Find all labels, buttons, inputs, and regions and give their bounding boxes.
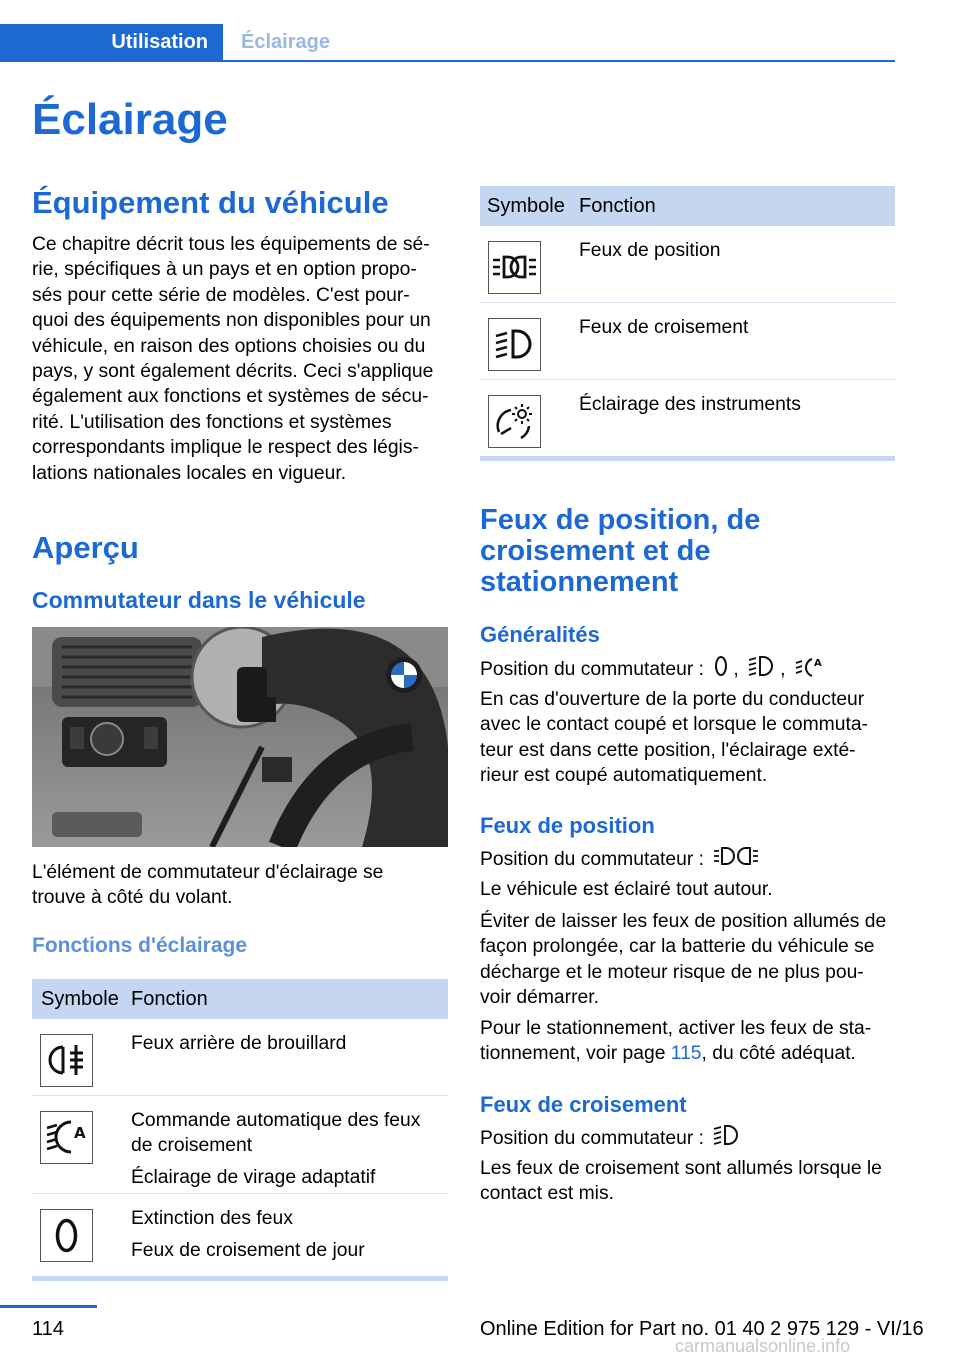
croisement-body: [480, 1156, 900, 1207]
table-row: [32, 1096, 448, 1194]
body-line: façon prolongée, car la batterie du véhicule se: [480, 936, 875, 958]
body-line: rieur est coupé automatiquement.: [480, 765, 768, 787]
row-line: Feux arrière de brouillard: [131, 1033, 347, 1054]
page-title: Éclairage: [32, 95, 228, 144]
row-text: [131, 1031, 346, 1056]
subsection-title-croisement: Feux de croisement: [480, 1092, 687, 1117]
svg-text:A: A: [813, 658, 822, 669]
functions-table-right: [480, 186, 895, 461]
row-line: de croisement: [131, 1135, 253, 1156]
position-position: [480, 845, 900, 874]
row-line: Éclairage des instruments: [579, 394, 801, 415]
parking-light-icon: [713, 845, 759, 874]
separator: ,: [733, 658, 739, 680]
row-text: [579, 392, 801, 417]
row-text: [131, 1108, 420, 1190]
body-line: Pour le stationnement, activer les feux de sta‐: [480, 1018, 872, 1039]
instrument-lighting-icon: [488, 395, 541, 448]
table-footer-bar: [480, 456, 895, 461]
header-rule: [0, 60, 895, 62]
table-row: [32, 1194, 448, 1276]
position-body-1: Le véhicule est éclairé tout autour.: [480, 879, 773, 900]
table-footer-bar: [32, 1276, 448, 1281]
body-line: véhicule, en raison des options choisies ou du: [32, 335, 426, 357]
page-number: 114: [32, 1318, 64, 1340]
croisement-position: [480, 1124, 900, 1153]
position-label: Position du commutateur :: [480, 848, 704, 870]
title-line: stationnement: [480, 566, 679, 598]
auto-headlight-icon: [40, 1111, 93, 1164]
section-body-equipement: [32, 232, 452, 486]
row-text: [131, 1206, 365, 1263]
table-row: [480, 380, 895, 456]
row-text: [579, 238, 720, 263]
col-fonction: Fonction: [579, 195, 656, 217]
generalites-body: [480, 687, 900, 789]
section-title-equipement: Équipement du véhicule: [32, 185, 389, 220]
body-line: voir démarrer.: [480, 987, 599, 1009]
table-row: [480, 303, 895, 380]
body-line: Ce chapitre décrit tous les équipements de sé‐: [32, 234, 430, 255]
footer-rule: [0, 1305, 97, 1308]
table-header: [480, 186, 895, 226]
lights-off-icon: [713, 655, 729, 684]
body-line: Les feux de croisement sont allumés lorsque le: [480, 1158, 882, 1179]
body-line: également aux fonctions et systèmes de sécu‐: [32, 386, 429, 408]
body-line: Éviter de laisser les feux de position allumés de: [480, 911, 887, 932]
position-label: Position du commutateur :: [480, 1127, 704, 1149]
table-header: [32, 979, 448, 1019]
position-body-2: [480, 909, 900, 1011]
body-line: L'élément de commutateur d'éclairage se: [32, 862, 384, 883]
rear-fog-light-icon: [40, 1034, 93, 1087]
row-line: Feux de position: [579, 240, 721, 261]
row-line: Feux de croisement de jour: [131, 1240, 365, 1261]
photo-caption: [32, 860, 452, 911]
generalites-position: [480, 655, 900, 684]
subsection-title-generalites: Généralités: [480, 622, 600, 647]
body-text: tionnement, voir page: [480, 1043, 671, 1065]
functions-table-left: [32, 979, 448, 1281]
subsection-title-position: Feux de position: [480, 813, 655, 838]
subsection-title-fonctions: Fonctions d'éclairage: [32, 934, 248, 957]
table-row: [480, 226, 895, 303]
body-line: En cas d'ouverture de la porte du conducteur: [480, 689, 865, 710]
col-symbole: Symbole: [41, 988, 119, 1010]
low-beam-icon: [748, 655, 776, 684]
separator: ,: [780, 658, 786, 680]
section-title-feux: [480, 505, 760, 598]
subsection-title-commutateur: Commutateur dans le véhicule: [32, 587, 366, 613]
body-line: décharge et le moteur risque de ne plus pou‐: [480, 961, 864, 983]
row-line: Feux de croisement: [579, 317, 749, 338]
title-line: croisement et de: [480, 535, 711, 567]
row-text: [579, 315, 748, 340]
position-body-3: [480, 1016, 900, 1067]
auto-headlight-icon: [795, 655, 823, 684]
header-tab-utilisation[interactable]: Utilisation: [0, 24, 223, 61]
body-line: avec le contact coupé et lorsque le commuta‐: [480, 714, 868, 736]
row-line: Éclairage de virage adaptatif: [131, 1167, 376, 1188]
body-line: lations nationales locales en vigueur.: [32, 462, 347, 484]
body-line: trouve à côté du volant.: [32, 887, 233, 909]
watermark: carmanualsonline.info: [675, 1336, 851, 1356]
body-line: sés pour cette série de modèles. C'est pour‐: [32, 284, 410, 306]
page-link[interactable]: 115: [670, 1043, 702, 1065]
parking-light-icon: [488, 241, 541, 294]
body-line: contact est mis.: [480, 1183, 614, 1205]
body-line: rité. L'utilisation des fonctions et systèmes: [32, 411, 392, 433]
section-title-apercu: Aperçu: [32, 530, 139, 565]
dashboard-photo: [32, 627, 448, 847]
col-symbole: Symbole: [487, 195, 565, 217]
edition-note: Online Edition for Part no. 01 40 2 975 129 - VI/16: [480, 1318, 924, 1340]
lights-off-icon: [40, 1209, 93, 1262]
position-label: Position du commutateur :: [480, 658, 704, 680]
body-line: teur est dans cette position, l'éclairage exté‐: [480, 739, 856, 761]
row-line: Extinction des feux: [131, 1208, 293, 1229]
body-line: pays, y sont également décrits. Ceci s'applique: [32, 361, 434, 383]
body-line: rie, spécifiques à un pays et en option propo‐: [32, 259, 417, 281]
header-tab-eclairage[interactable]: Éclairage: [241, 31, 330, 53]
body-line: quoi des équipements non disponibles pour un: [32, 310, 431, 332]
col-fonction: Fonction: [131, 988, 208, 1010]
low-beam-icon: [713, 1124, 741, 1153]
low-beam-icon: [488, 318, 541, 371]
title-line: Feux de position, de: [480, 504, 761, 536]
body-text: , du côté adéquat.: [701, 1043, 856, 1065]
body-line: [480, 1041, 900, 1066]
row-line: Commande automatique des feux: [131, 1110, 421, 1131]
svg-text:A: A: [74, 1124, 86, 1142]
table-row: [32, 1019, 448, 1096]
body-line: correspondants implique le respect des légis‐: [32, 437, 419, 459]
